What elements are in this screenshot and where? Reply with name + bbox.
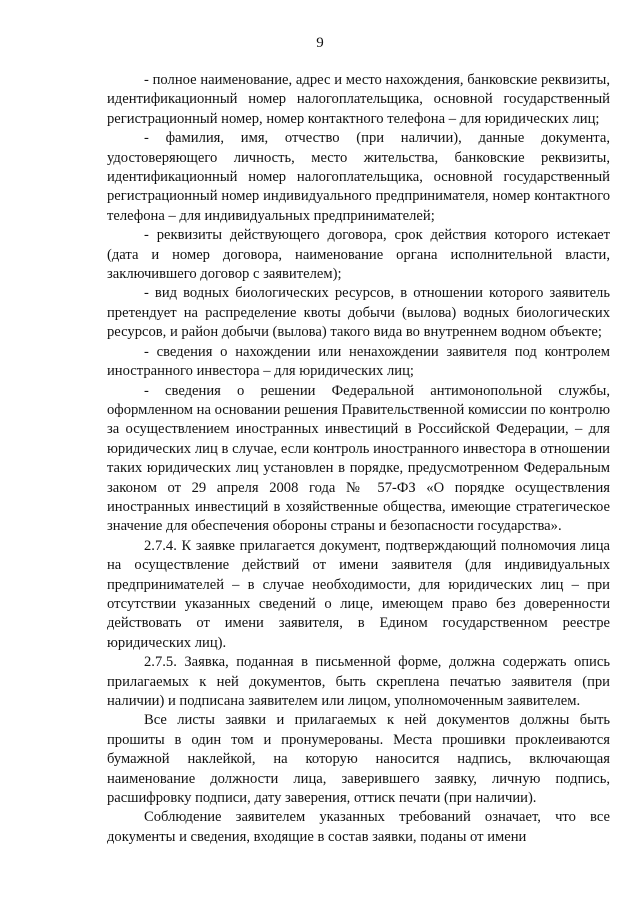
list-item-foreign-investor-control: - сведения о нахождении или ненахождении заявителя под контролем иностранного инвестора – для юридических лиц; (107, 343, 610, 380)
list-item-entrepreneur-details: - фамилия, имя, отчество (при наличии), данные документа, удостоверяющего личность, место жительства, банковские реквизиты, идентификационный номер налогоплательщика, основной государственный регистрационный номер индивидуального предпринимателя, номер контактного телефона – для индивидуальных предпринимателей; (107, 130, 610, 224)
paragraph-binding-requirements: Все листы заявки и прилагаемых к ней документов должны быть прошиты в один том и пронумерованы. Места прошивки проклеиваются бумажной наклейкой, на которую наносится надпись, включающая наименование должности лица, заверившего заявку, личную подпись, расшифровку подписи, дату заверения, оттиск печати (при наличии). (107, 712, 610, 807)
paragraph-2-7-5: 2.7.5. Заявка, поданная в письменной форме, должна содержать опись прилагаемых к ней документов, быть скреплена печатью заявителя (при наличии) и подписана заявителем или лицом, уполномоченным заявителем. (107, 654, 610, 709)
paragraph-2-7-4: 2.7.4. К заявке прилагается документ, подтверждающий полномочия лица на осуществление действий от имени заявителя (для индивидуальных предпринимателей – в случае необходимости, для юридических лиц – при отсутствии указанных сведений о лице, имеющем право без доверенности действовать от имени заявителя, в Едином государственном реестре юридических лиц). (107, 537, 610, 651)
list-item-bioresource-type: - вид водных биологических ресурсов, в отношении которого заявитель претендует на распределение квоты добычи (вылова) водных биологических ресурсов, и район добычи (вылова) такого вида во внутреннем водном объекте; (107, 285, 610, 341)
list-item-contract-details: - реквизиты действующего договора, срок действия которого истекает (дата и номер договора, наименование органа исполнительной власти, заключившего договор с заявителем); (107, 227, 610, 283)
page-number: 9 (316, 35, 324, 51)
list-item-legal-entity-details: - полное наименование, адрес и место нахождения, банковские реквизиты, идентификационный номер налогоплательщика, основной государственный регистрационный номер, номер контактного телефона – для юридических лиц; (107, 72, 610, 127)
list-item-antimonopoly-decision: - сведения о решении Федеральной антимонопольной службы, оформленном на основании решения Правительственной комиссии по контролю за осуществлением иностранных инвестиций в Российской Федерации, – для юридических лиц в случае, если контроль иностранного инвестора в отношении таких юридических лиц установлен в порядке, предусмотренном Федеральным законом от 29 апреля 2008 года № 57-ФЗ «О порядке осуществления иностранных инвестиций в хозяйственные общества, имеющие стратегическое значение для обеспечения обороны страны и безопасности государства». (107, 382, 610, 535)
body-text (107, 71, 610, 847)
paragraph-compliance: Соблюдение заявителем указанных требований означает, что все документы и сведения, входящие в состав заявки, поданы от имени (107, 809, 610, 845)
